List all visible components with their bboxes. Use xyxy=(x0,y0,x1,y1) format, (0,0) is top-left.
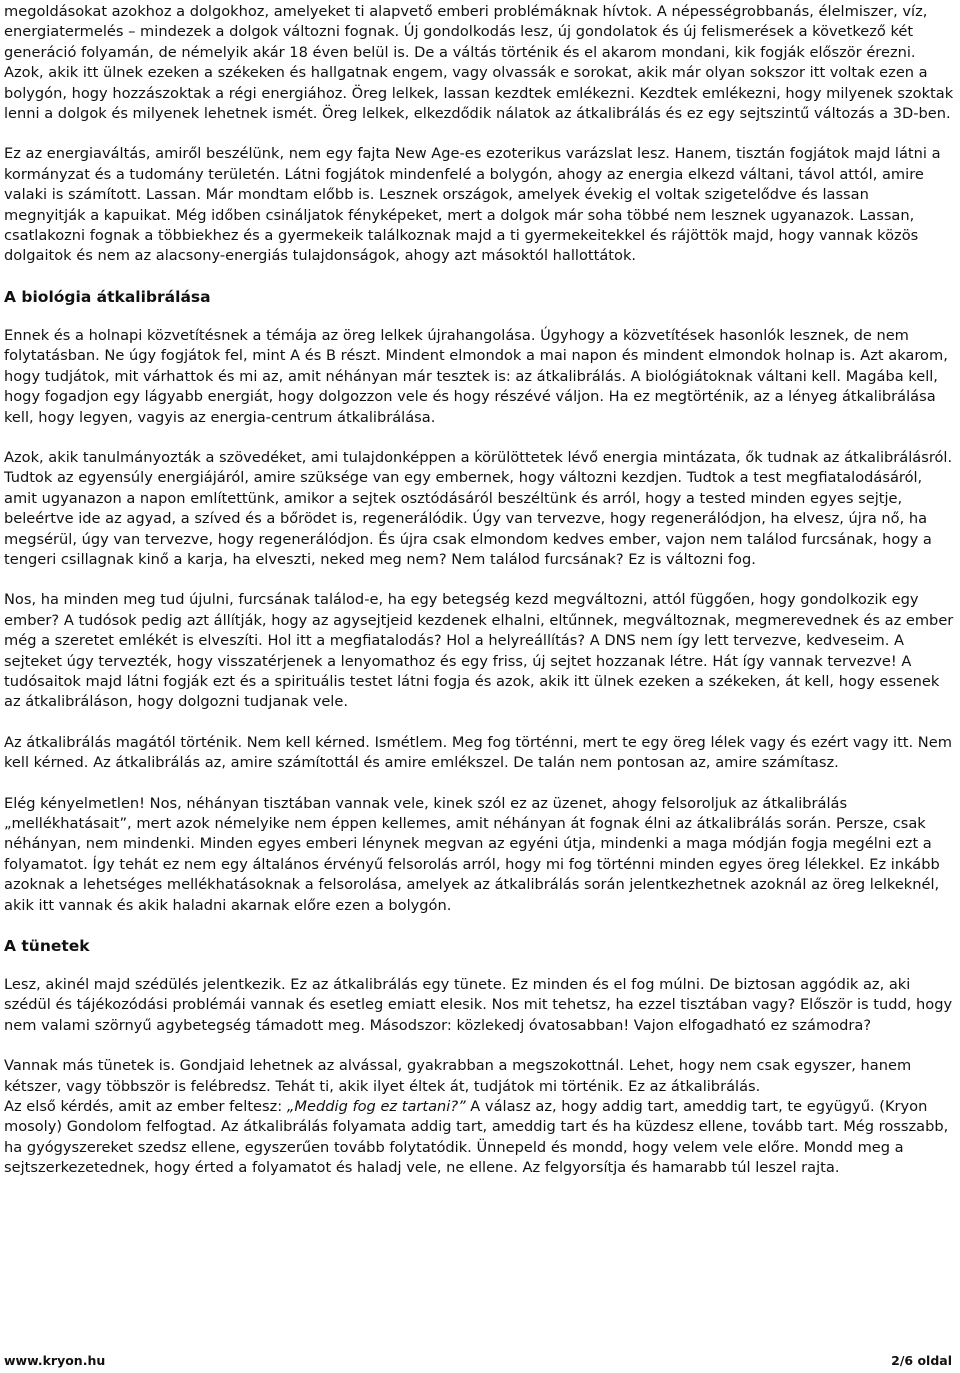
section-heading: A tünetek xyxy=(4,937,90,956)
page-number: 2/6 oldal xyxy=(891,1353,952,1368)
paragraph: megoldásokat azokhoz a dolgokhoz, amelyeket ti alapvető emberi problémáknak hívtok. A népességrobbanás, élelmiszer, víz, energiatermelés – mindezek a dolgok változni fognak. Új gondolkodás lesz, új gondolatok és új felismerések a következő két generáció folyamán, de némelyik akár 18 éven belül is. De a váltás történik és el akarom mondani, kik fogják először érezni. Azok, akik itt ülnek ezeken a székeken és hallgatnak engem, vagy olvassák e sorokat, akik már olyan sokszor itt voltak ezen a bolygón, hogy hozzászoktak a régi energiához. Öreg lelkek, lassan kezdtek emlékezni. Kezdtek emlékezni, hogy milyenek szoktak lenni a dolgok és milyenek lehetnek ismét. Öreg lelkek, elkezdődik nálatok az átkalibrálás és ez egy sejtszintű változás a 3D-ben. xyxy=(4,3,954,123)
text-run: Az első kérdés, amit az ember feltesz: xyxy=(4,1098,287,1116)
page-footer xyxy=(4,1353,952,1368)
paragraph: Vannak más tünetek is. Gondjaid lehetnek az alvással, gyakrabban a megszokottnál. Lehet, hogy nem csak egyszer, hanem kétszer, vagy többször is felébredsz. Tehát ti, akik ilyet éltek át, tudjátok mi történik. Ez az átkalibrálás. xyxy=(4,1057,912,1095)
paragraph: Elég kényelmetlen! Nos, néhányan tisztában vannak vele, kinek szól ez az üzenet, ahogy felsoroljuk az átkalibrálás „mellékhatásait”, mert azok némelyike nem éppen kellemes, amit néhányan át fognak élni az átkalibrálás során. Persze, csak néhányan, nem mindenki. Minden egyes emberi lénynek megvan az egyéni útja, mindenki a maga módján fogja megélni ezt a folyamatot. Így tehát ez nem egy általános érvényű felsorolás arról, hogy mi fog történni minden egyes öreg lélekkel. Ez inkább azoknak a lehetséges mellékhatásoknak a felsorolása, amelyek az átkalibrálás során jelentkezhetnek azoknál az öreg lelkeknél, akik itt vannak és akik haladni akarnak előre ezen a bolygón. xyxy=(4,794,940,914)
paragraph: Ez az energiaváltás, amiről beszélünk, nem egy fajta New Age-es ezoterikus varázslat lesz. Hanem, tisztán fogjátok majd látni a kormányzat és a tudomány területén. Látni fogjátok mindenfelé a bolygón, ahogy az energia elkezd váltani, távol attól, amire valaki is számított. Lassan. Már mondtam előbb is. Lesznek országok, amelyek évekig el voltak szigetelődve és lassan megnyitják a kapuikat. Még időben csináljatok fényképeket, mert a dolgok már soha többé nem lesznek ugyanazok. Lassan, csatlakozni fognak a többiekhez és a gyermekeik találkoznak majd a ti gyermekeitekkel és rájöttök majd, hogy vannak közös dolgaitok és nem az alacsony-energiás tulajdonságok, ahogy azt másoktól hallottátok. xyxy=(4,145,941,265)
paragraph: Lesz, akinél majd szédülés jelentkezik. Ez az átkalibrálás egy tünete. Ez minden és el fog múlni. De biztosan aggódik az, aki szédül és tájékozódási problémái vannak és esetleg emiatt elesik. Nos mit tehetsz, ha ezzel tisztában vagy? Először is tudd, hogy nem valami szörnyű agybetegség támadott meg. Másodszor: közlekedj óvatosabban! Vajon elfogadható ez számodra? xyxy=(4,976,953,1034)
paragraph: Az átkalibrálás magától történik. Nem kell kérned. Ismétlem. Meg fog történni, mert te egy öreg lélek vagy és ezért vagy itt. Nem kell kérned. Az átkalibrálás az, amire számítottál és amire emlékszel. De talán nem pontosan az, amire számítasz. xyxy=(4,733,952,772)
footer-site-link[interactable]: www.kryon.hu xyxy=(4,1353,106,1368)
paragraph: Ennek és a holnapi közvetítésnek a témája az öreg lelkek újrahangolása. Úgyhogy a közvetítések hasonlók lesznek, de nem folytatásban. Ne úgy fogjátok fel, mint A és B részt. Mindent elmondok a mai napon és mindent elmondok holnap is. Azt akarom, hogy tudjátok, mit várhattok és mi az, amit néhányan már tesztek is: az átkalibrálás. A biológiátoknak váltani kell. Magába kell, hogy fogadjon egy lágyabb energiát, hogy dolgozzon vele és hogy részévé váljon. Ha ez megtörténik, az a lényeg átkalibrálása kell, hogy legyen, vagyis az energia-centrum átkalibrálása. xyxy=(4,326,948,426)
paragraph: Azok, akik tanulmányozták a szövedéket, ami tulajdonképpen a körülöttetek lévő energia mintázata, ők tudnak az átkalibrálásról. Tudtok az egyensúly energiájáról, amire szüksége van egy embernek, hogy változni kezdjen. Tudtok a test megfiatalodásáról, amit ugyanazon a napon említettünk, amikor a sejtek osztódásáról beszéltünk és arról, hogy a tested minden egyes sejtje, beleértve ide az agyad, a szíved és a bőrödet is, regenerálódik. Úgy van tervezve, hogy regenerálódjon, ha elvesz, újra nő, ha megsérül, úgy van tervezve, hogy regenerálódjon. És újra csak elmondom kedves ember, vajon nem találod furcsának, hogy a tengeri csillagnak kinő a karja, ha elveszti, neked meg nem? Nem találod furcsának? Ez is változni fog. xyxy=(4,448,953,568)
document-body xyxy=(4,2,954,1179)
section-heading: A biológia átkalibrálása xyxy=(4,287,211,306)
paragraph-last xyxy=(4,1097,954,1179)
text-run: A válasz az, hogy addig tart, ameddig tart, te együgyű. (Kryon mosoly) Gondolom felfogtad. Az átkalibrálás folyamata addig tart, ameddig tart és ha küzdesz ellene, tovább tart. Még rosszabb, ha gyógyszereket szedsz ellene, egyszerűen tovább folytatódik. Ünnepeld és mondd, hogy velem vele előre. Mondd meg a sejtszerkezetednek, hogy érted a folyamatot és haladj vele, ne ellene. Az felgyorsítja és hamarabb túl leszel rajta. xyxy=(4,1098,949,1177)
paragraph: Nos, ha minden meg tud újulni, furcsának találod-e, ha egy betegség kezd megváltozni, attól függően, hogy gondolkozik egy ember? A tudósok pedig azt állítják, hogy az agysejtjeid kezdenek elhalni, eltűnnek, megváltoznak, megmerevednek és az ember még a szeretet emlékét is elveszíti. Hol itt a megfiatalodás? Hol a helyreállítás? A DNS nem így lett tervezve, kedveseim. A sejteket úgy tervezték, hogy visszatérjenek a lenyomathoz és egy friss, új sejtet hozzanak létre. Hát így vannak tervezve! A tudósaitok majd látni fogják ezt és a spirituális testet látni fogja és azok, akik itt ülnek ezeken a székeken, át kell, hogy essenek az átkalibráláson, hogy dolgozni tudjanak vele. xyxy=(4,591,954,711)
quoted-question: „Meddig fog ez tartani?” xyxy=(286,1098,466,1116)
